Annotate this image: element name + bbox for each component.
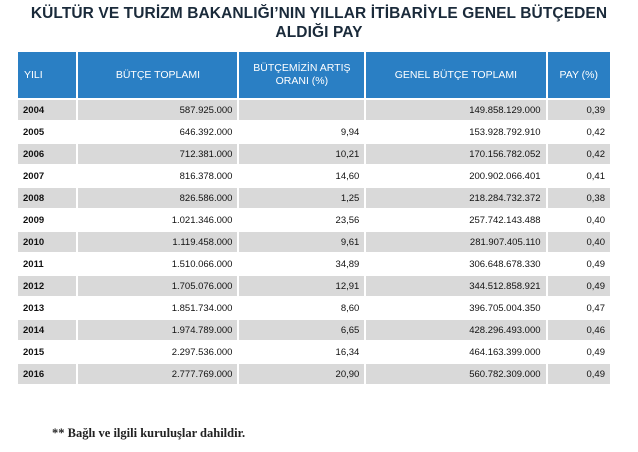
cell-share: 0,49: [548, 364, 610, 384]
title-line-2: ALDIĞI PAY: [275, 24, 363, 41]
cell-budget: 1.021.346.000: [78, 210, 237, 230]
cell-year: 2008: [18, 188, 76, 208]
cell-increase: 9,94: [239, 122, 364, 142]
cell-increase: 20,90: [239, 364, 364, 384]
cell-share: 0,40: [548, 210, 610, 230]
table-row: [18, 298, 610, 318]
cell-share: 0,49: [548, 254, 610, 274]
footnote: ** Bağlı ve ilgili kuruluşlar dahildir.: [52, 426, 246, 440]
cell-share: 0,47: [548, 298, 610, 318]
table-header-row: [18, 52, 610, 98]
cell-increase: 10,21: [239, 144, 364, 164]
cell-increase: 34,89: [239, 254, 364, 274]
cell-increase: 16,34: [239, 342, 364, 362]
cell-budget: 2.777.769.000: [78, 364, 237, 384]
cell-general-budget: 306.648.678.330: [366, 254, 545, 274]
cell-year: 2009: [18, 210, 76, 230]
table-row: [18, 100, 610, 120]
column-header-budget: BÜTÇE TOPLAMI: [78, 52, 237, 98]
cell-year: 2004: [18, 100, 76, 120]
cell-share: 0,46: [548, 320, 610, 340]
cell-general-budget: 428.296.493.000: [366, 320, 545, 340]
cell-budget: 1.974.789.000: [78, 320, 237, 340]
cell-year: 2012: [18, 276, 76, 296]
cell-share: 0,49: [548, 276, 610, 296]
cell-year: 2013: [18, 298, 76, 318]
table-row: [18, 276, 610, 296]
cell-budget: 816.378.000: [78, 166, 237, 186]
cell-general-budget: 464.163.399.000: [366, 342, 545, 362]
cell-share: 0,49: [548, 342, 610, 362]
cell-year: 2015: [18, 342, 76, 362]
column-header-share: PAY (%): [548, 52, 610, 98]
column-header-increase-line-2: ORANI (%): [275, 75, 329, 87]
table-row: [18, 232, 610, 252]
column-header-year: YILI: [18, 52, 76, 98]
cell-general-budget: 257.742.143.488: [366, 210, 545, 230]
cell-increase: 14,60: [239, 166, 364, 186]
cell-budget: 712.381.000: [78, 144, 237, 164]
cell-general-budget: 344.512.858.921: [366, 276, 545, 296]
cell-year: 2006: [18, 144, 76, 164]
table-row: [18, 210, 610, 230]
cell-general-budget: 396.705.004.350: [366, 298, 545, 318]
cell-general-budget: 218.284.732.372: [366, 188, 545, 208]
cell-year: 2010: [18, 232, 76, 252]
cell-year: 2007: [18, 166, 76, 186]
table-row: [18, 122, 610, 142]
cell-general-budget: 560.782.309.000: [366, 364, 545, 384]
cell-increase: 1,25: [239, 188, 364, 208]
cell-budget: 1.119.458.000: [78, 232, 237, 252]
cell-increase: 8,60: [239, 298, 364, 318]
title-line-1: KÜLTÜR VE TURİZM BAKANLIĞI’NIN YILLAR İTİBARİYLE GENEL BÜTÇEDEN: [30, 5, 608, 22]
table-row: [18, 342, 610, 362]
cell-increase: 6,65: [239, 320, 364, 340]
cell-general-budget: 149.858.129.000: [366, 100, 545, 120]
cell-general-budget: 170.156.782.052: [366, 144, 545, 164]
cell-year: 2005: [18, 122, 76, 142]
cell-year: 2011: [18, 254, 76, 274]
cell-budget: 646.392.000: [78, 122, 237, 142]
page-title: [0, 4, 638, 42]
cell-share: 0,38: [548, 188, 610, 208]
cell-increase: [239, 100, 364, 120]
cell-share: 0,40: [548, 232, 610, 252]
table-row: [18, 254, 610, 274]
cell-share: 0,39: [548, 100, 610, 120]
cell-share: 0,42: [548, 144, 610, 164]
cell-general-budget: 153.928.792.910: [366, 122, 545, 142]
table-row: [18, 144, 610, 164]
cell-general-budget: 281.907.405.110: [366, 232, 545, 252]
cell-year: 2016: [18, 364, 76, 384]
table-row: [18, 166, 610, 186]
cell-increase: 12,91: [239, 276, 364, 296]
table-row: [18, 188, 610, 208]
column-header-increase-line-1: BÜTÇEMİZİN ARTIŞ: [253, 62, 351, 74]
cell-increase: 23,56: [239, 210, 364, 230]
cell-budget: 1.510.066.000: [78, 254, 237, 274]
budget-table-container: [16, 50, 612, 386]
table-row: [18, 364, 610, 384]
cell-general-budget: 200.902.066.401: [366, 166, 545, 186]
cell-share: 0,41: [548, 166, 610, 186]
cell-increase: 9,61: [239, 232, 364, 252]
cell-year: 2014: [18, 320, 76, 340]
cell-budget: 1.705.076.000: [78, 276, 237, 296]
cell-budget: 587.925.000: [78, 100, 237, 120]
cell-share: 0,42: [548, 122, 610, 142]
cell-budget: 2.297.536.000: [78, 342, 237, 362]
column-header-general-budget: GENEL BÜTÇE TOPLAMI: [366, 52, 545, 98]
cell-budget: 826.586.000: [78, 188, 237, 208]
budget-table: [16, 50, 612, 386]
cell-budget: 1.851.734.000: [78, 298, 237, 318]
table-body: [18, 100, 610, 384]
column-header-increase: [239, 52, 364, 98]
table-row: [18, 320, 610, 340]
